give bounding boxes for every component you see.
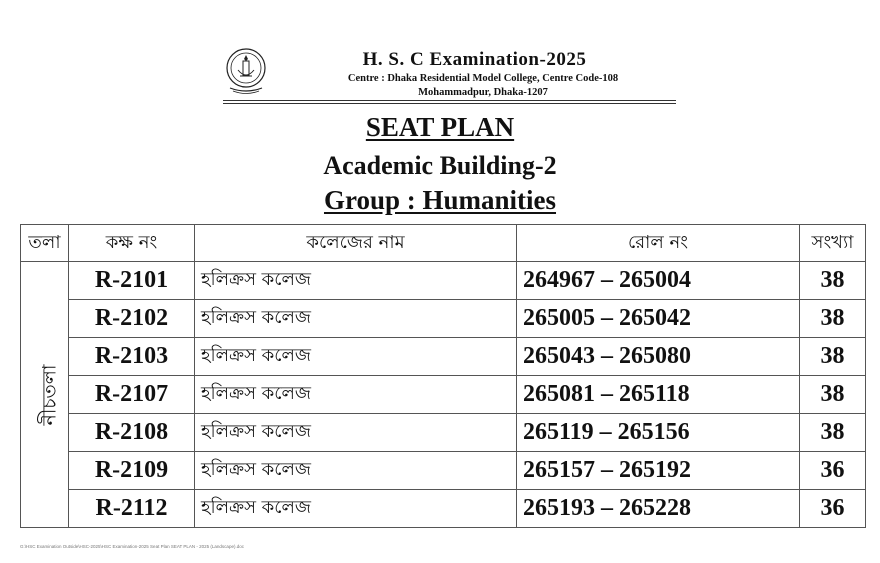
roll-range: 265193 – 265228 <box>517 490 800 528</box>
header-divider <box>223 100 676 101</box>
centre-info: Centre : Dhaka Residential Model College, Centre Code-108 <box>347 73 619 84</box>
file-path-footer: G:\HSC Examination Outside\HSC-2025\HSC Examination-2025 Seat Plan SEAT PLAN - 2025 (Landscape).doc <box>20 544 244 549</box>
room-number: R-2112 <box>69 490 195 528</box>
header-divider-double <box>223 103 676 104</box>
table-row <box>21 338 866 376</box>
exam-title: H. S. C Examination-2025 <box>362 49 587 70</box>
header-count: সংখ্যা <box>800 225 866 262</box>
college-name: হলিক্রস কলেজ <box>195 452 517 490</box>
roll-range: 265043 – 265080 <box>517 338 800 376</box>
student-count: 36 <box>800 452 866 490</box>
group-name: Group : Humanities <box>323 185 557 215</box>
room-number: R-2107 <box>69 376 195 414</box>
roll-range: 265119 – 265156 <box>517 414 800 452</box>
student-count: 38 <box>800 262 866 300</box>
college-name: হলিক্রস কলেজ <box>195 376 517 414</box>
room-number: R-2102 <box>69 300 195 338</box>
table-row <box>21 452 866 490</box>
student-count: 38 <box>800 300 866 338</box>
room-number: R-2109 <box>69 452 195 490</box>
student-count: 36 <box>800 490 866 528</box>
room-number: R-2108 <box>69 414 195 452</box>
college-name: হলিক্রস কলেজ <box>195 262 517 300</box>
room-number: R-2101 <box>69 262 195 300</box>
table-row <box>21 262 866 300</box>
roll-range: 265081 – 265118 <box>517 376 800 414</box>
college-crest-icon <box>224 46 268 94</box>
table-row <box>21 490 866 528</box>
seat-plan-table <box>20 224 866 528</box>
roll-range: 265157 – 265192 <box>517 452 800 490</box>
header-room-no: কক্ষ নং <box>69 225 195 262</box>
table-row <box>21 376 866 414</box>
seat-plan-title: SEAT PLAN <box>365 112 515 142</box>
college-name: হলিক্রস কলেজ <box>195 414 517 452</box>
table-header-row <box>21 225 866 262</box>
building-name: Academic Building-2 <box>323 151 557 180</box>
floor-label: নীচতলা <box>38 364 61 425</box>
college-name: হলিক্রস কলেজ <box>195 300 517 338</box>
roll-range: 264967 – 265004 <box>517 262 800 300</box>
college-name: হলিক্রস কলেজ <box>195 490 517 528</box>
table-row <box>21 300 866 338</box>
centre-address: Mohammadpur, Dhaka-1207 <box>418 87 548 98</box>
table-row <box>21 414 866 452</box>
exam-header <box>220 46 680 106</box>
student-count: 38 <box>800 338 866 376</box>
room-number: R-2103 <box>69 338 195 376</box>
header-college-name: কলেজের নাম <box>195 225 517 262</box>
header-roll-no: রোল নং <box>517 225 800 262</box>
roll-range: 265005 – 265042 <box>517 300 800 338</box>
floor-cell <box>21 262 69 528</box>
student-count: 38 <box>800 376 866 414</box>
student-count: 38 <box>800 414 866 452</box>
header-floor: তলা <box>21 225 69 262</box>
college-name: হলিক্রস কলেজ <box>195 338 517 376</box>
